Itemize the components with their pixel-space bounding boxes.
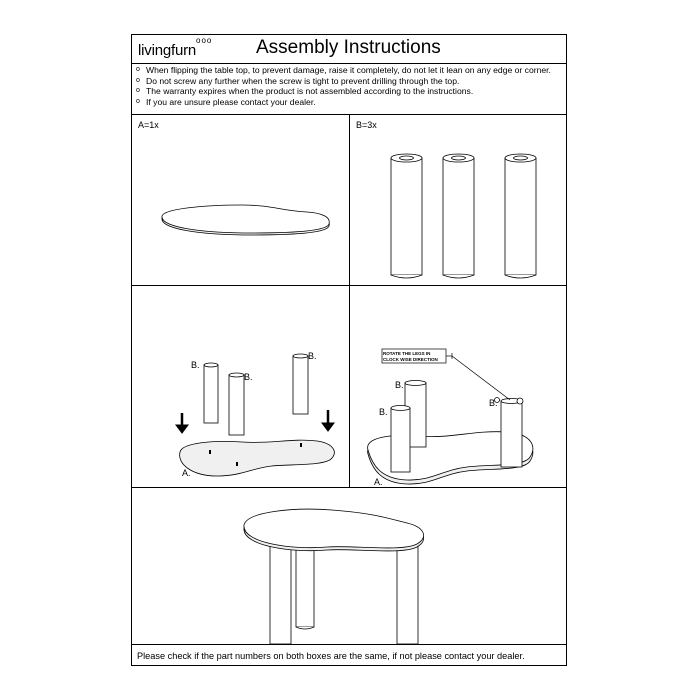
callout-text-line-1: ROTATE THE LEGS IN [383, 351, 431, 356]
step-2-drawing [368, 381, 533, 485]
assembled-table-drawing [132, 488, 566, 644]
part-b-marker: B. [244, 372, 253, 382]
page-title: Assembly Instructions [256, 37, 441, 58]
safety-notes [132, 64, 566, 115]
assembled-view [132, 488, 566, 645]
part-b-label: B=3x [356, 120, 377, 130]
header [132, 35, 566, 64]
part-b-marker: B. [379, 407, 388, 417]
part-a-marker: A. [182, 468, 191, 478]
steps-illustration [132, 286, 566, 487]
bullet-icon: o [136, 66, 140, 73]
footer-text: Please check if the part numbers on both boxes are the same, if not please contact your dealer. [137, 651, 525, 661]
instruction-sheet [131, 34, 567, 666]
note-item: o When flipping the table top, to prevent damage, raise it completely, do not let it lean on any edge or corner. [136, 65, 551, 75]
footer-note [132, 645, 566, 666]
bullet-icon: o [136, 87, 140, 95]
legs-drawing [391, 154, 536, 278]
part-b-marker: B. [489, 398, 498, 408]
brand-logo-dots: ooo [196, 36, 213, 45]
part-b-marker: B. [191, 360, 200, 370]
bullet-icon: o [136, 76, 140, 84]
table-top-drawing [162, 205, 329, 235]
parts-list [132, 115, 566, 286]
part-b-marker: B. [395, 380, 404, 390]
part-a-label: A=1x [138, 120, 159, 130]
note-item: o The warranty expires when the product is not assembled according to the instructions. [136, 86, 474, 97]
part-b-marker: B. [308, 351, 317, 361]
assembly-steps [132, 286, 566, 488]
bullet-icon: o [136, 98, 140, 106]
part-a-marker: A. [374, 477, 383, 487]
note-item: o Do not screw any further when the screw is tight to prevent drilling through the top. [136, 75, 460, 86]
parts-illustration [132, 115, 566, 285]
arrow-down-icon [176, 410, 334, 433]
brand-logo: livingfurn [138, 42, 197, 59]
step-1-drawing [180, 354, 335, 476]
callout-text-line-2: CLOCK WISE DIRECTION [383, 357, 438, 362]
note-item: o If you are unsure please contact your dealer. [136, 97, 316, 108]
